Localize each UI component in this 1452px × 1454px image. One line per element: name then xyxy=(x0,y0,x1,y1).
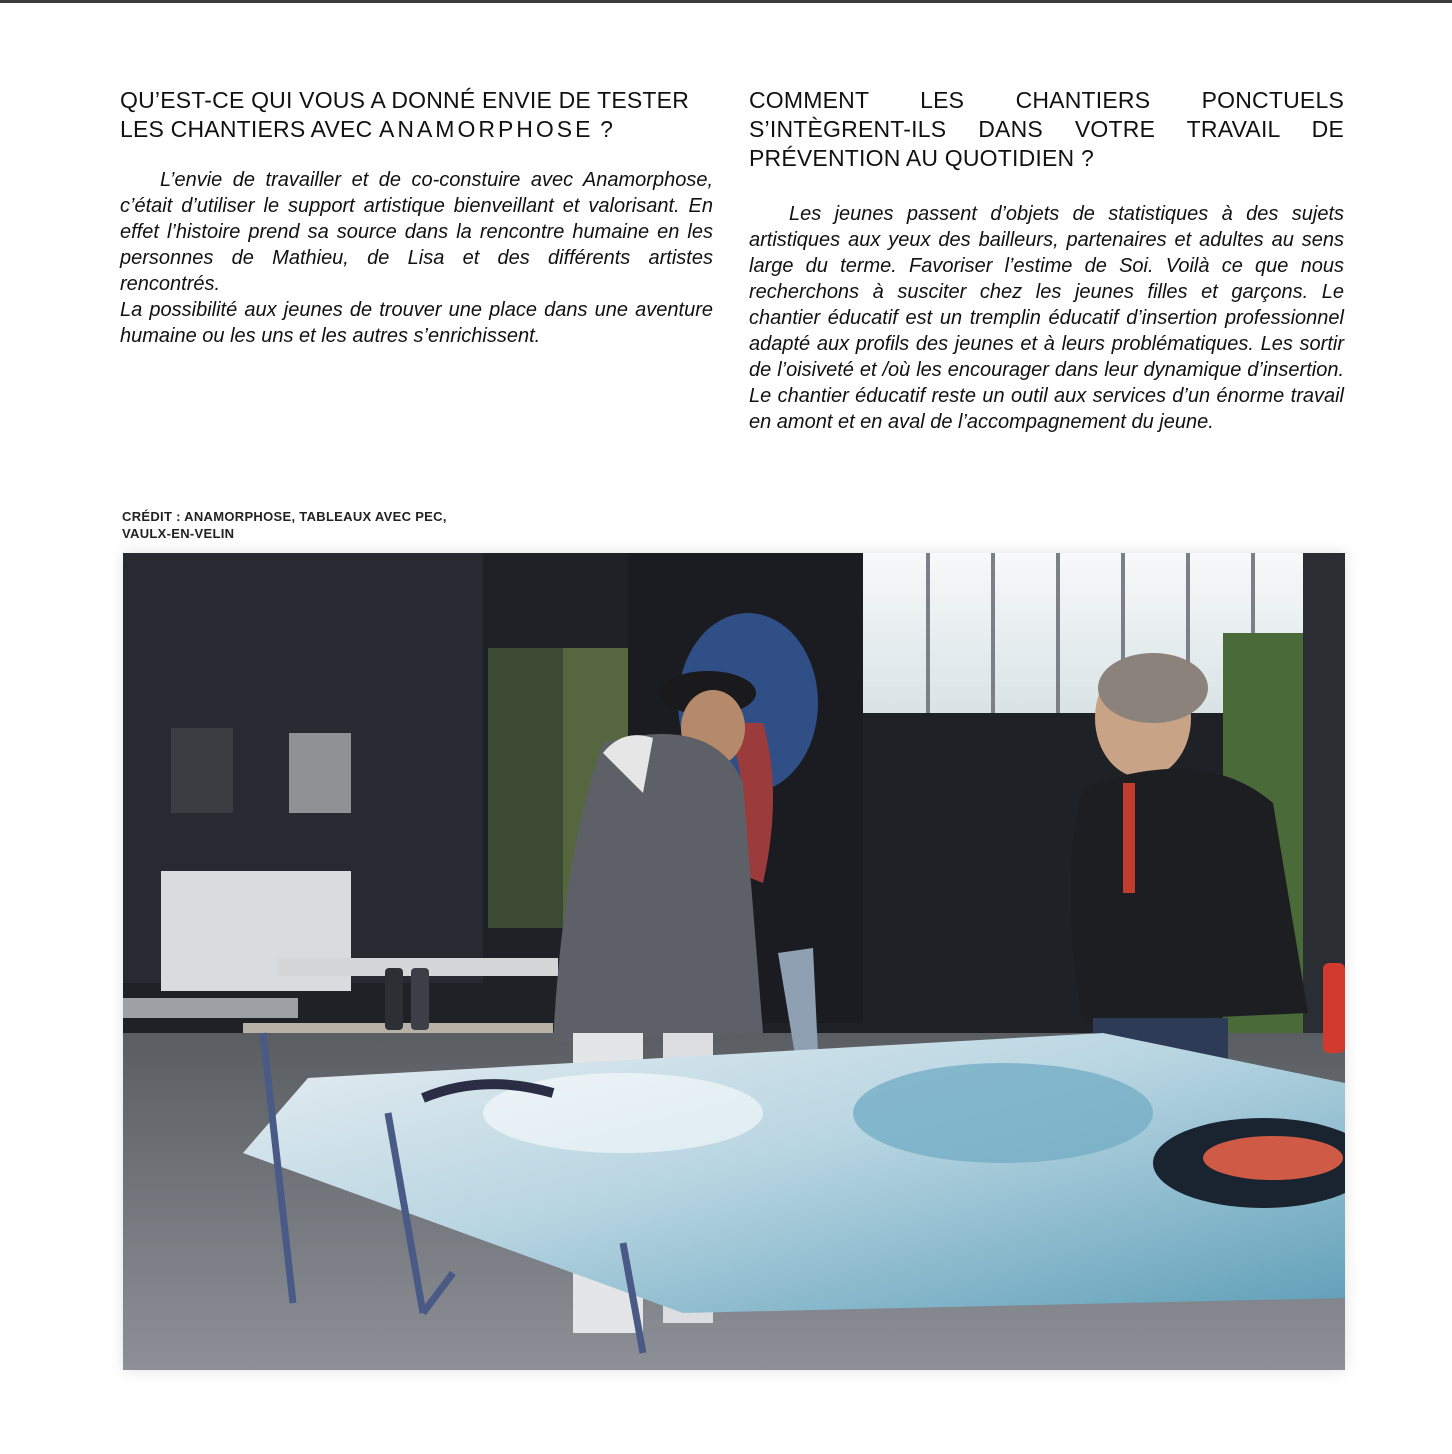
workshop-photo xyxy=(123,553,1345,1370)
spray-can-2 xyxy=(411,968,429,1030)
right-pillar xyxy=(1303,553,1345,1033)
doorway xyxy=(488,648,563,928)
left-heading-end: ? xyxy=(593,116,614,142)
left-heading-brand: ANAMORPHOSE xyxy=(379,116,594,142)
left-heading-text: QU’EST-CE QUI VOUS A DONNÉ ENVIE DE TESTER LES CHANTIERS AVEC xyxy=(120,87,690,142)
fire-extinguisher xyxy=(1323,963,1345,1053)
left-answer-paragraph-2: La possibilité aux jeunes de trouver une place dans une aventure humaine ou les uns et les autres s’enrichissent. xyxy=(120,299,713,347)
left-column xyxy=(120,86,713,349)
left-answer-paragraph-1: L’envie de travailler et de co-constuire avec Anamorphose, c’était d’utiliser le support artistique bienveillant et valorisant. En effet l’histoire prend sa source dans la rencontre humaine en les personnes de Mathieu, de Lisa et des différents artistes rencontrés. xyxy=(120,169,713,295)
wall-frame-2 xyxy=(289,733,351,813)
left-answer xyxy=(120,167,713,349)
canvas-blue-shape xyxy=(853,1063,1153,1163)
right-question-heading: COMMENT LES CHANTIERS PONCTUELS S’INTÈGRENT-ILS DANS VOTRE TRAVAIL DE PRÉVENTION AU QUOTIDIEN ? xyxy=(749,87,1344,171)
photo-credit xyxy=(122,508,542,542)
wall-frame-1 xyxy=(171,728,233,813)
left-question-heading xyxy=(120,86,713,144)
photo-credit-line-1: CRÉDIT : ANAMORPHOSE, TABLEAUX AVEC PEC, xyxy=(122,509,447,524)
left-table xyxy=(123,998,298,1018)
right-column xyxy=(749,86,1344,435)
photo-credit-line-2: VAULX-EN-VELIN xyxy=(122,526,235,541)
spray-can-1 xyxy=(385,968,403,1030)
right-answer-paragraph: Les jeunes passent d’objets de statistiques à des sujets artistiques aux yeux des bailleurs, partenaires et adultes au sens large du terme. Favoriser l’estime de Soi. Voilà ce que nous recherchons à susciter chez les jeunes filles et garçons. Le chantier éducatif est un tremplin éducatif d’insertion professionnel adapté aux profils des jeunes et à leurs problématiques. Les sortir de l’oisiveté et /où les encourager dans leur dynamique d’insertion. Le chantier éducatif reste un outil aux services d’un énorme travail en amont et en aval de l’accompagnement du jeune. xyxy=(749,203,1344,433)
workshop-illustration xyxy=(123,553,1345,1370)
top-rule xyxy=(0,0,1452,3)
canvas-red-shape xyxy=(1203,1136,1343,1180)
right-answer xyxy=(749,201,1344,435)
